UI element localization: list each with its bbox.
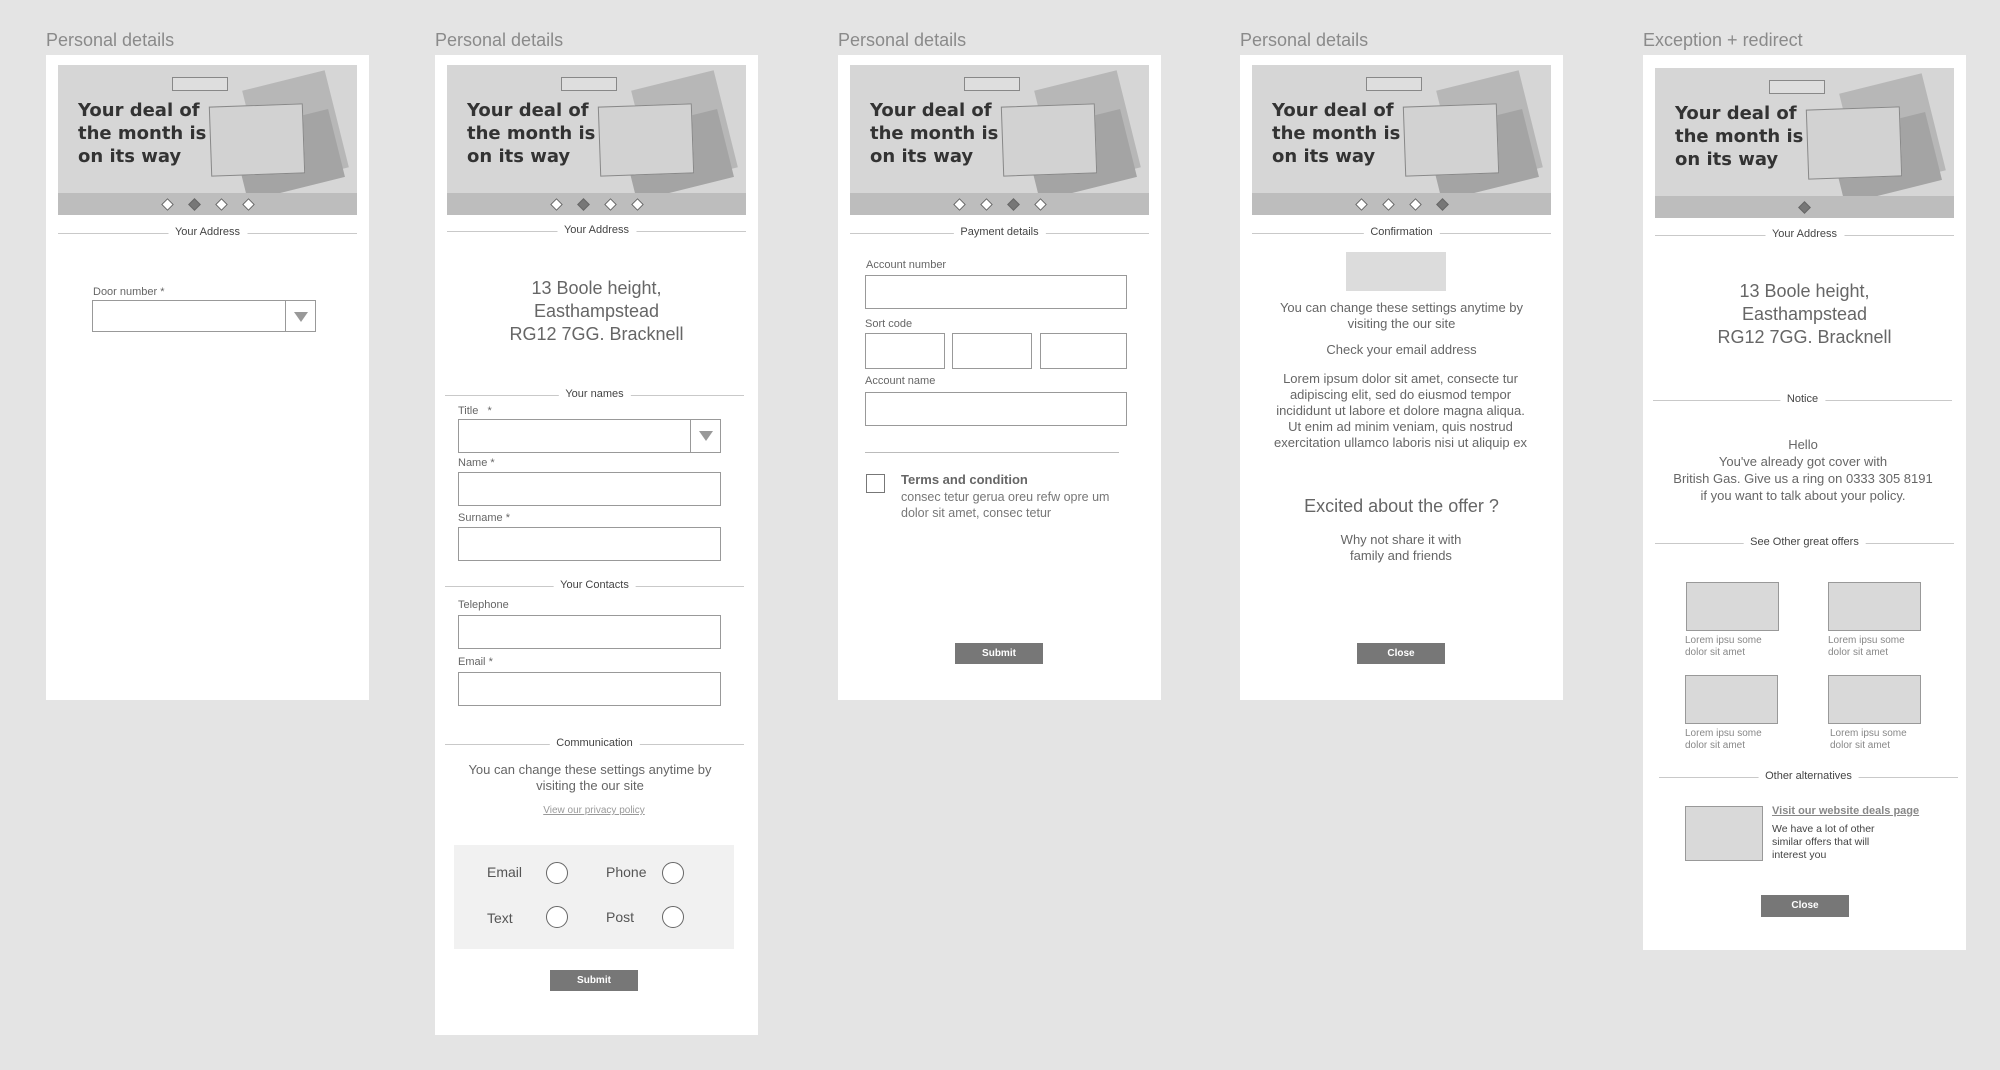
section-see-other-offers: See Other great offers <box>1655 536 1954 550</box>
chevron-down-icon[interactable] <box>690 420 720 452</box>
step-dot[interactable] <box>161 198 174 211</box>
frame-2-title: Personal details <box>435 30 564 50</box>
share-text: Why not share it with family and friends <box>1340 532 1462 563</box>
check-email-text: Check your email address <box>1326 342 1477 357</box>
sort-code-input-3[interactable] <box>1040 333 1127 369</box>
notice-text: Hello You've already got cover with British Gas. Give us a ring on 0333 305 8191 if you want to talk about your policy. <box>1673 437 1933 503</box>
communication-text: You can change these settings anytime by visiting the our site <box>468 762 712 793</box>
post-radio[interactable] <box>662 906 684 928</box>
telephone-input[interactable] <box>458 615 721 649</box>
section-payment-details: Payment details <box>850 226 1149 240</box>
privacy-policy-link[interactable]: View our privacy policy <box>543 805 645 816</box>
logo <box>964 77 1020 91</box>
offer-caption: Lorem ipsu some dolor sit amet <box>1830 728 1907 751</box>
hero-headline: Your deal of the month is on its way <box>1675 103 1804 170</box>
title-select[interactable] <box>458 419 721 453</box>
change-settings-text: You can change these settings anytime by visiting the our site <box>1279 300 1524 331</box>
logo <box>172 77 228 91</box>
hero-banner <box>447 65 746 215</box>
sort-code-input-2[interactable] <box>952 333 1032 369</box>
frame-1-title: Personal details <box>46 30 175 50</box>
step-dot[interactable] <box>604 198 617 211</box>
hero-card-image <box>209 103 305 176</box>
hero-banner <box>1655 68 1954 218</box>
email-label: Email * <box>458 656 493 668</box>
step-dot-active[interactable] <box>1007 198 1020 211</box>
offer-caption: Lorem ipsu some dolor sit amet <box>1685 728 1762 751</box>
name-input[interactable] <box>458 472 721 506</box>
communication-options <box>454 845 734 949</box>
sort-code-input-1[interactable] <box>865 333 945 369</box>
logo <box>1366 77 1422 91</box>
section-your-address: Your Address <box>58 226 357 240</box>
step-dot[interactable] <box>1382 198 1395 211</box>
option-phone-label: Phone <box>606 864 647 880</box>
offer-image[interactable] <box>1828 675 1921 724</box>
door-number-label: Door number * <box>93 286 165 298</box>
section-your-contacts: Your Contacts <box>445 579 744 593</box>
offer-image[interactable] <box>1686 582 1779 631</box>
frame-3 <box>838 55 1161 700</box>
surname-input[interactable] <box>458 527 721 561</box>
email-input[interactable] <box>458 672 721 706</box>
account-number-input[interactable] <box>865 275 1127 309</box>
confirmation-image <box>1346 252 1446 291</box>
email-radio[interactable] <box>546 862 568 884</box>
telephone-label: Telephone <box>458 599 509 611</box>
account-number-label: Account number <box>866 259 947 271</box>
alternative-image <box>1685 806 1763 861</box>
section-your-names: Your names <box>445 388 744 402</box>
hero-card-image <box>1806 106 1902 179</box>
submit-button[interactable]: Submit <box>955 643 1043 664</box>
excited-heading: Excited about the offer ? <box>1304 496 1499 516</box>
hero-card-image <box>1001 103 1097 176</box>
terms-text: consec tetur gerua oreu refw opre um dolor sit amet, consec tetur <box>901 490 1110 520</box>
close-button[interactable]: Close <box>1761 895 1849 917</box>
section-notice: Notice <box>1653 393 1952 407</box>
hero-banner <box>58 65 357 215</box>
account-name-input[interactable] <box>865 392 1127 426</box>
hero-banner <box>1252 65 1551 215</box>
frame-3-title: Personal details <box>838 30 967 50</box>
divider <box>865 452 1119 453</box>
submit-button[interactable]: Submit <box>550 970 638 991</box>
hero-headline: Your deal of the month is on its way <box>467 100 596 167</box>
offer-image[interactable] <box>1828 582 1921 631</box>
step-dot-active[interactable] <box>577 198 590 211</box>
step-dot[interactable] <box>953 198 966 211</box>
address-text: 13 Boole height, Easthampstead RG12 7GG. Bracknell <box>509 278 684 344</box>
step-dot[interactable] <box>215 198 228 211</box>
address-text: 13 Boole height, Easthampstead RG12 7GG. Bracknell <box>1717 281 1892 347</box>
frame-5-title: Exception + redirect <box>1643 30 1803 50</box>
hero-banner <box>850 65 1149 215</box>
frame-2 <box>435 55 758 1035</box>
option-post-label: Post <box>606 909 635 925</box>
step-dot[interactable] <box>631 198 644 211</box>
frame-4-title: Personal details <box>1240 30 1369 50</box>
terms-title: Terms and condition <box>901 472 1028 487</box>
door-number-select[interactable] <box>92 300 316 332</box>
step-dot[interactable] <box>242 198 255 211</box>
step-dot[interactable] <box>550 198 563 211</box>
hero-headline: Your deal of the month is on its way <box>870 100 999 167</box>
terms-checkbox[interactable] <box>866 474 885 493</box>
text-radio[interactable] <box>546 906 568 928</box>
section-other-alternatives: Other alternatives <box>1659 770 1958 784</box>
frame-5 <box>1643 55 1966 950</box>
step-dot[interactable] <box>1409 198 1422 211</box>
name-label: Name * <box>458 457 495 469</box>
chevron-down-icon[interactable] <box>285 301 315 331</box>
step-bar <box>1655 196 1954 218</box>
lorem-text: Lorem ipsum dolor sit amet, consecte tur adipiscing elit, sed do eiusmod tempor incididunt ut labore et dolore magna aliqua. Ut enim ad minim veniam, quis nostrud exercitation ullamco laboris nisi ut aliquip ex <box>1274 371 1527 450</box>
hero-headline: Your deal of the month is on its way <box>78 100 207 167</box>
offer-caption: Lorem ipsu some dolor sit amet <box>1828 635 1905 658</box>
logo <box>1769 80 1825 94</box>
step-dot[interactable] <box>1034 198 1047 211</box>
option-email-label: Email <box>487 864 523 880</box>
close-button[interactable]: Close <box>1357 643 1445 664</box>
offer-image[interactable] <box>1685 675 1778 724</box>
title-label: Title * <box>458 405 492 417</box>
website-deals-link[interactable]: Visit our website deals page <box>1772 805 1920 817</box>
step-bar <box>850 193 1149 215</box>
surname-label: Surname * <box>458 512 510 524</box>
step-dot-active[interactable] <box>188 198 201 211</box>
account-name-label: Account name <box>865 375 936 387</box>
step-bar <box>58 193 357 215</box>
section-confirmation: Confirmation <box>1252 226 1551 240</box>
offer-caption: Lorem ipsu some dolor sit amet <box>1685 635 1762 658</box>
step-dot-active[interactable] <box>1798 201 1811 214</box>
section-your-address: Your Address <box>447 224 746 238</box>
option-text-label: Text <box>487 910 513 926</box>
frame-4 <box>1240 55 1563 700</box>
sort-code-label: Sort code <box>865 318 913 330</box>
phone-radio[interactable] <box>662 862 684 884</box>
logo <box>561 77 617 91</box>
step-dot[interactable] <box>1355 198 1368 211</box>
step-bar <box>447 193 746 215</box>
section-communication: Communication <box>445 737 744 751</box>
hero-headline: Your deal of the month is on its way <box>1272 100 1401 167</box>
hero-card-image <box>598 103 694 176</box>
frame-1 <box>46 55 369 700</box>
hero-card-image <box>1403 103 1499 176</box>
step-bar <box>1252 193 1551 215</box>
alternative-text: We have a lot of other similar offers that will interest you <box>1772 823 1875 861</box>
step-dot-active[interactable] <box>1436 198 1449 211</box>
step-dot[interactable] <box>980 198 993 211</box>
section-your-address: Your Address <box>1655 228 1954 242</box>
